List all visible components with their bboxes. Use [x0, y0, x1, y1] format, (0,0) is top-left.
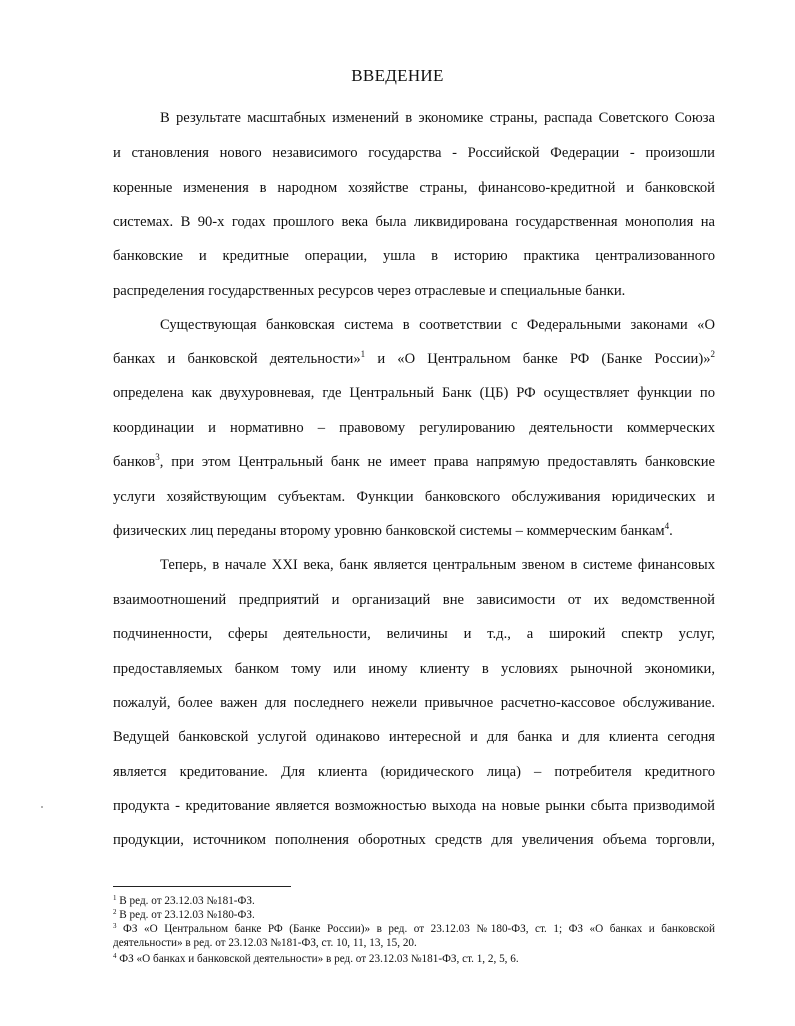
footnote-ref: 4	[664, 521, 670, 531]
page-title: ВВЕДЕНИЕ	[351, 66, 444, 85]
footnote-4: $^4$ ФЗ «О банках и банковской деятельности» в ред. от 23.12.03 №181-ФЗ, ст. 1, 2, 5, 6.	[113, 952, 519, 965]
text-line: банков$^3$, при этом Центральный банк не имеет права напрямую предоставлять банковские	[113, 452, 715, 470]
footnote-3-cont: деятельности» в ред. от 23.12.03 №181-ФЗ, ст. 10, 11, 13, 15, 20.	[113, 937, 417, 949]
footnote-ref: 1	[360, 349, 366, 359]
text-line: Теперь, в начале XXI века, банк является центральным звеном в системе финансовых	[160, 557, 715, 573]
text-line: подчиненности, сферы деятельности, величины и т.д., а широкий спектр услуг,	[113, 626, 715, 642]
text-line: системах. В 90-х годах прошлого века была ликвидирована государственная монополия на	[113, 214, 715, 230]
text-line: Ведущей банковской услугой одинаково интересной и для банка и для клиента сегодня	[113, 729, 715, 745]
footnote-2: $^2$ В ред. от 23.12.03 №180-ФЗ.	[113, 908, 255, 921]
text-line: физических лиц переданы второму уровню банковской системы – коммерческим банкам$^4$.	[113, 521, 673, 539]
footnote-3: $^3$ ФЗ «О Центральном банке РФ (Банке России)» в ред. от 23.12.03 №180-ФЗ, ст. 1; ФЗ «О банках и банковской	[113, 922, 716, 935]
text-line: распределения государственных ресурсов через отраслевые и специальные банки.	[113, 283, 626, 299]
text-line: и становления нового независимого государства - Российской Федерации - произошли	[113, 145, 715, 161]
footnote-ref: 2	[710, 349, 715, 359]
text-line: услуги хозяйствующим субъектам. Функции банковского обслуживания юридических и	[113, 489, 715, 505]
text-line: В результате масштабных изменений в экономике страны, распада Советского Союза	[160, 110, 715, 126]
text-line: коренные изменения в народном хозяйстве страны, финансово-кредитной и банковской	[113, 180, 715, 196]
text-line: Существующая банковская система в соответствии с Федеральными законами «О	[160, 317, 715, 333]
text-line: продукта - кредитование является возможностью выхода на новые рынки сбыта призводимой	[113, 798, 715, 814]
text-line: предоставляемых банком тому или иному клиенту в условиях рыночной экономики,	[113, 661, 715, 677]
text-line: банках и банковской деятельности»$^1$ и «О Центральном банке РФ (Банке России)»$^2$	[113, 349, 715, 367]
scan-speck	[41, 806, 43, 808]
footnote-divider	[113, 886, 291, 887]
text-line: банковские и кредитные операции, ушла в историю практика централизованного	[113, 248, 715, 264]
footnote-ref: 3	[155, 452, 160, 462]
text-line: пожалуй, более важен для последнего нежели привычное расчетно-кассовое обслуживание.	[113, 695, 715, 711]
text-line: координации и нормативно – правовому регулированию деятельности коммерческих	[113, 420, 715, 436]
text-line: взаимоотношений предприятий и организаций вне зависимости от их ведомственной	[113, 592, 715, 608]
footnote-1: $^1$ В ред. от 23.12.03 №181-ФЗ.	[113, 894, 255, 907]
text-line: является кредитование. Для клиента (юридического лица) – потребителя кредитного	[113, 764, 715, 780]
text-line: продукции, источником пополнения оборотных средств для увеличения объема торговли,	[113, 832, 715, 848]
text-line: определена как двухуровневая, где Центральный Банк (ЦБ) РФ осуществляет функции по	[113, 385, 715, 401]
